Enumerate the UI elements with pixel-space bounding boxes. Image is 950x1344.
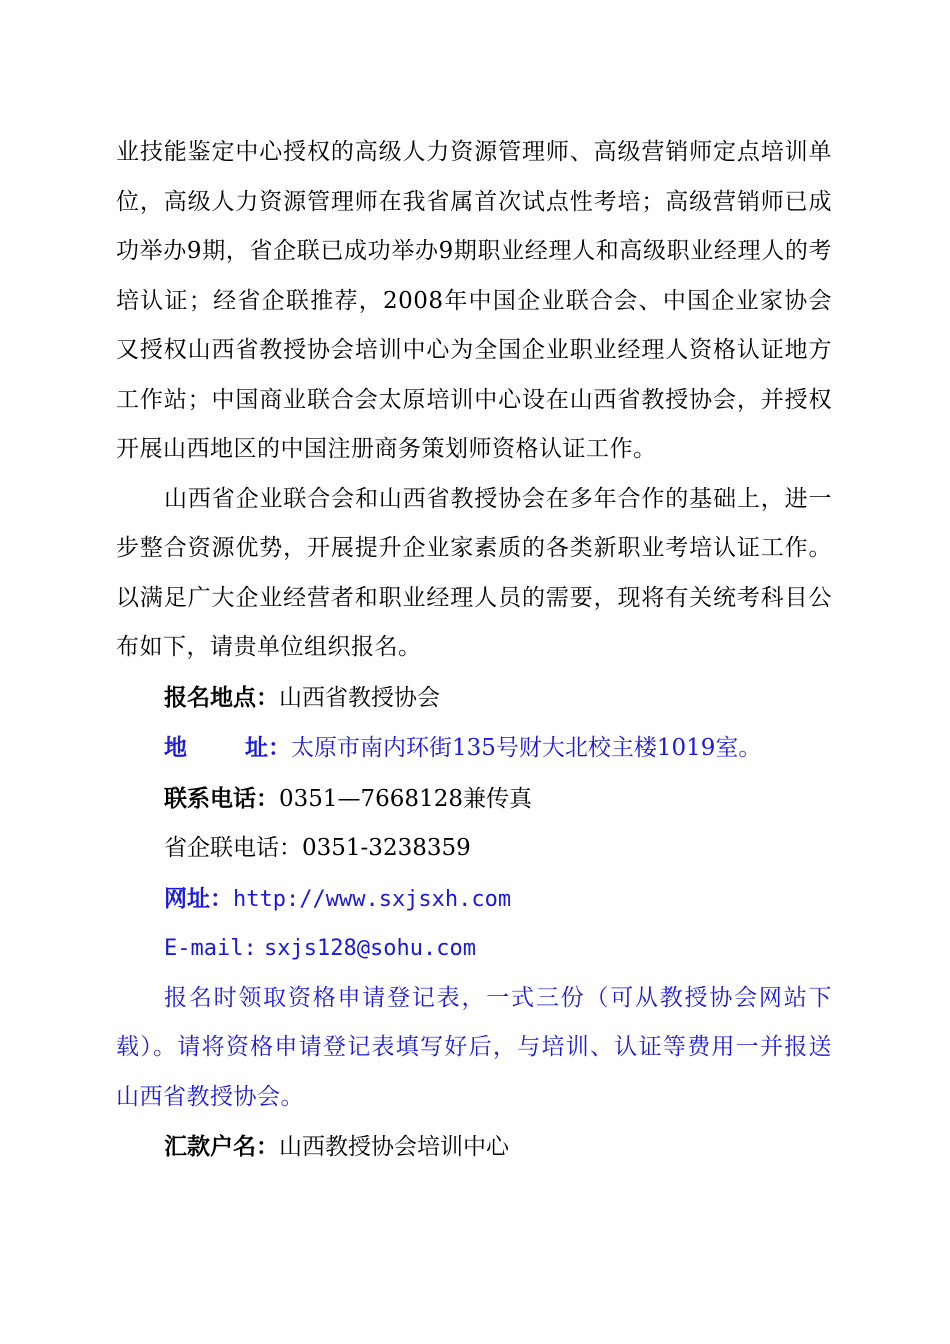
contact-phone-value: 0351—7668128兼传真 xyxy=(279,785,532,812)
contact-phone xyxy=(116,774,832,825)
email-label: E-mail: xyxy=(164,936,257,961)
qlian-phone: 省企联电话：0351-3238359 xyxy=(164,835,471,861)
website-line xyxy=(116,874,832,925)
email-line xyxy=(116,924,832,974)
website-label: 网址： xyxy=(164,884,233,912)
registration-location-value: 山西省教授协会 xyxy=(279,684,440,711)
registration-location-label: 报名地点： xyxy=(164,683,279,711)
account-name-label: 汇款户名： xyxy=(164,1133,279,1160)
cooperation-paragraph: 山西省企业联合会和山西省教授协会在多年合作的基础上，进一步整合资源优势，开展提升企业家素质的各类新职业考培认证工作。以满足广大企业经营者和职业经理人员的需要，现将有关统考科目公布如下，请贵单位组织报名。 xyxy=(116,485,832,660)
contact-phone-label: 联系电话： xyxy=(164,784,279,812)
address-line xyxy=(116,723,832,774)
registration-location xyxy=(116,673,832,724)
account-name xyxy=(116,1122,832,1173)
document-page xyxy=(116,128,832,1173)
address-value: 太原市南内环街135号财大北校主楼1019室。 xyxy=(291,735,762,761)
email-link[interactable]: sxjs128@sohu.com xyxy=(264,936,476,961)
website-link[interactable]: http://www.sxjsxh.com xyxy=(233,886,512,912)
address-label-a: 地 xyxy=(164,734,187,761)
address-label-b: 址： xyxy=(245,734,291,761)
intro-paragraph: 业技能鉴定中心授权的高级人力资源管理师、高级营销师定点培训单位，高级人力资源管理师在我省属首次试点性考培；高级营销师已成功举办9期，省企联已成功举办9期职业经理人和高级职业经理人的考培认证；经省企联推荐，2008年中国企业联合会、中国企业家协会又授权山西省教授协会培训中心为全国企业职业经理人资格认证地方工作站；中国商业联合会太原培训中心设在山西省教授协会，并授权开展山西地区的中国注册商务策划师资格认证工作。 xyxy=(116,139,832,462)
application-form-paragraph: 报名时领取资格申请登记表，一式三份（可从教授协会网站下载）。请将资格申请登记表填写好后，与培训、认证等费用一并报送山西省教授协会。 xyxy=(116,984,832,1110)
account-name-value: 山西教授协会培训中心 xyxy=(279,1134,509,1160)
